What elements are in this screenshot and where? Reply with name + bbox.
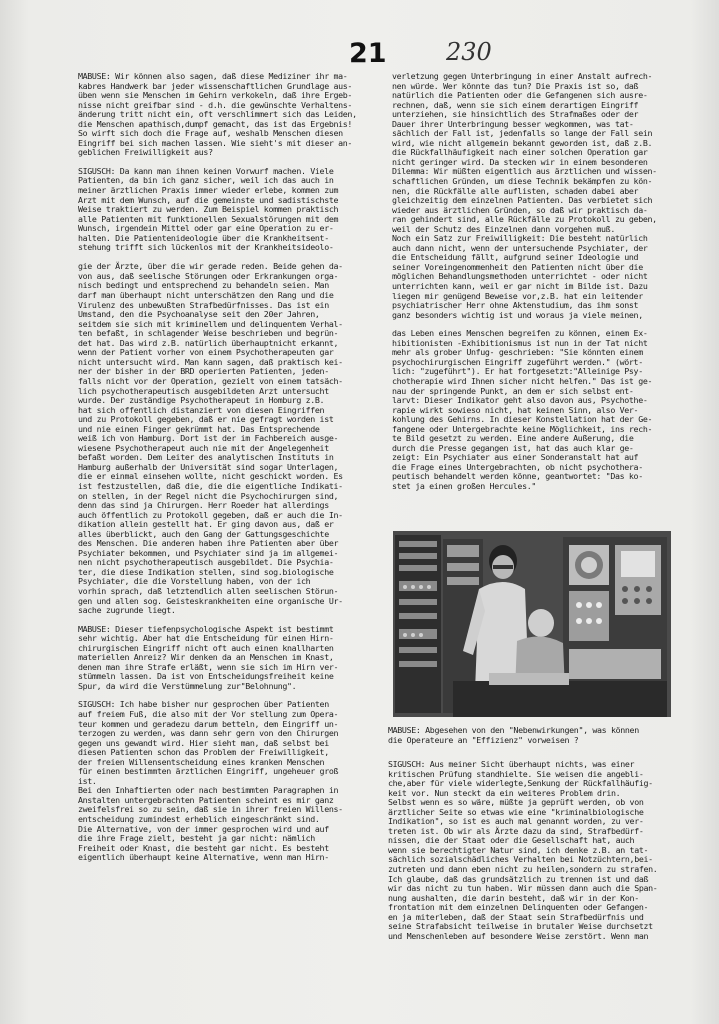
- right-column-bottom: [388, 760, 680, 950]
- right-column-top: [392, 72, 678, 501]
- paragraph-mabuse-1: MABUSE: Wir können also sagen, daß diese Mediziner ihr ma- kabres Handwerk bar jeder wissenschaftlichen Grundlage aus- üben wenn sie Menschen im Gehirn verkokeln, daß ihre Ergeb- nisse nicht greifbar sind - d.h. die gewünschte Verhaltens- änderung tritt nicht ein, oft verschlimmert sich das Leiden, die Menschen apathisch,dumpf gemacht, das ist das Ergebnis! So wirft sich doch die Frage auf, weshalb Menschen diesen Eingriff bei sich machen lassen. Wie sieht's mit dieser an- geblichen Freiwilligkeit aus?: [78, 71, 357, 158]
- left-column: [78, 72, 360, 872]
- paragraph-sigusch-1: SIGUSCH: Da kann man ihnen keinen Vorwurf machen. Viele Patienten, da bin ich ganz sicher, weil ich das auch in meiner ärztlichen Praxis immer wieder erlebe, kommen zum Arzt mit dem Wunsch, auf die gemeinste und sadistischste Weise traktiert zu werden. Zum Beispiel kommen praktisch alle Patienten mit funktionellen Sexualstörungen mit dem Wunsch, irgendein Mittel oder gar eine Operation zu er- halten. Die Patientenideologie über die Krankheitsent- stehung trifft sich lückenlos mit der Krankheitsideolo- gie der Ärzte, über die wir gerade reden. Beide gehen da- von aus, daß seelische Störungen oder Erkrankungen orga- nisch bedingt und entsprechend zu behandeln seien. Man darf man überhaupt nicht unterschätzen den Rang und die Virulenz des unbewußten Strafbedürfnisses. Das ist ein Umstand, den die Psychoanalyse seit den 20er Jahren, seitdem sie sich mit kriminellem und delinquentem Verhal- ten befaßt, in schlagender Weise beschrieben und begrün- det hat. Das wird z.B. natürlich überhauptnicht erkannt, wenn der Patient vorher von einem Psychotherapeuten gar nicht untersucht wird. Man kann sagen, daß praktisch kei- ner der bisher in der BRD operierten Patienten, jeden- falls nicht vor der Operation, gezielt von einem tatsäch- lich psychotherapeutisch ausgebildeten Arzt untersucht wurde. Der zuständige Psychotherapeut in Homburg z.B. hat sich offentlich distanziert von diesen Eingriffen und zu Protokoll gegeben, daß er nie gefragt worden ist und nie einen Finger gekrümmt hat. Das Entsprechende weiß ich von Hamburg. Dort ist der im Fachbereich ausge- wiesene Psychotherapeut auch nie mit der Angelegenheit befaßt worden. Dem Leiter des analytischen Instituts in Hamburg außerhalb der Universität sind sogar Unterlagen, die er einmal einsehen wollte, nicht geschickt worden. Es ist festzustellen, daß die, die die eigentliche Indikati- on stellen, in der Regel nicht die Psychochirurgen sind, denn das sind ja Chirurgen. Herr Roeder hat allerdings auch öffentlich zu Protokoll gegeben, daß er auch die In- dikation allein gestellt hat. Er ging davon aus, daß er alles überblickt, auch den Gang der Gattungsgeschichte des Menschen. Die anderen haben ihre Patienten aber über Psychiater bekommen, und Psychiater sind ja im allgemei- nen nicht psychotherapeutisch ausgebildet. Die Psychia- ter, die diese Indikation stellen, sind sog.biologische Psychiater, die die Vorstellung haben, von der ich vorhin sprach, daß letztendlich allen seelischen Störun- gen und allen sog. Geisteskrankheiten eine organische Ur- sache zugrunde liegt.: [78, 165, 343, 616]
- page-number: 21: [349, 38, 387, 69]
- photo-illustration: [393, 531, 671, 717]
- paragraph-exhibitionist: das Leben eines Menschen begreifen zu können, einem Ex- hibitionisten -Exhibitionismus ist nun in der Tat nicht mehr als grober Unfug- geschrieben: "Sie könnten einem psychochirurgischen Eingriff zugeführt werden." (wört- lich: "zugeführt"). Er hat fortgesetzt:"Alleinige Psy- chotherapie wird Ihnen sicher nicht helfen." Das ist ge- nau der springende Punkt, an dem er sich selbst ent- larvt: Dieser Indikator geht also davon aus, Psychothe- rapie wirkt sowieso nicht, hat keinen Sinn, also Ver- kohlung des Gehirns. In dieser Konstellation hat der Ge- fangene oder Untergebrachte keine Möglichkeit, ins rech- te Bild gesetzt zu werden. Eine andere Außerung, die durch die Presse gegangen ist, hat das auch klar ge- zeigt: Ein Psychiater aus einer Sonderanstalt hat auf die Frage eines Untergebrachten, ob nicht psychothera- peutisch behandelt werden könne, geantwortet: "Das ko- stet ja einen großen Hercules.": [392, 328, 653, 491]
- paragraph-continuation: verletzung gegen Unterbringung in einer Anstalt aufrech- nen würde. Wer könnte das tun? Die Praxis ist so, daß natürlich die Patienten oder die Gefangenen sich ausre- rechnen, daß, wenn sie sich einem derartigen Eingriff unterziehen, sie hinsichtlich des Strafmaßes oder der Dauer ihrer Unterbringung besser wegkommen, was tat- sächlich der Fall ist, jedenfalls so lange der Fall sein wird, wie nicht allgemein bekannt geworden ist, daß z.B. die Rückfallhäufigkeit nach einer solchen Operation gar nicht geringer wird. Da stecken wir in einem besonderen Dilemma: Wir müßten eigentlich aus ärztlichen und wissen- schaftlichen Gründen, um diese Technik bekämpfen zu kön- nen, die Rückfälle alle auflisten, schaden dabei aber gleichzeitig dem einzelnen Patienten. Das verbietet sich wieder aus ärztlichen Gründen, so daß wir praktisch da- ran gehindert sind, alle Rückfälle zu Protokoll zu geben, weil der Schutz des Einzelnen dann vorgehen muß. Noch ein Satz zur Freiwilligkeit: Die besteht natürlich auch dann nicht, wenn der untersuchende Psychiater, der die Entscheidung fällt, aufgrund seiner Ideologie und seiner Voreingenommenheit den Patienten nicht über die möglichen Behandlungsmethoden unterrichtet - oder nicht unterrichten kann, weil er gar nicht im Bilde ist. Dazu liegen mir genügend Beweise vor,z.B. hat ein leitender psychiatrischer Herr ohne Aktenstudium, das ihm sonst ganz besonders wichtig ist und woraus ja viele meinen,: [392, 71, 657, 320]
- paragraph-sigusch-3: SIGUSCH: Aus meiner Sicht überhaupt nichts, was einer kritischen Prüfung standhielte. Sie weisen die angebli- che,aber für viele widerlegte,Senkung der Rückfallhäufig- keit vor. Nun steckt da ein weiteres Problem drin. Selbst wenn es so wäre, müßte ja geprüft werden, ob von ärztlicher Seite so etwas wie eine "kriminalbiologische Indikation", so ist es auch mal genannt worden, zu ver- treten ist. Ob wir als Ärzte dazu da sind, Strafbedürf- nissen, die der Staat oder die Gesellschaft hat, auch wenn sie berechtigter Natur sind, ich denke z.B. an tat- sächlich sozialschädliches Verhalten bei Notzüchtern,bei- zutreten und dann eben nicht zu heilen,sondern zu strafen. Ich glaube, daß das grundsätzlich zu trennen ist und daß wir das nicht zu tun haben. Wir müssen dann auch die Span- nung aushalten, die darin besteht, daß wir in der Kon- frontation mit dem einzelnen Delinquenten oder Gefangen- en ja miterleben, daß der Staat sein Strafbedürfnis und seine Strafabsicht teilweise in brutaler Weise durchsetzt und Menschenleben auf besondere Weise zerstört. Wenn man: [388, 759, 658, 941]
- photo-caption: MABUSE: Abgesehen von den "Nebenwirkungen", was können die Operateure an "Effizienz" vorweisen ?: [388, 725, 639, 745]
- paragraph-sigusch-2: SIGUSCH: Ich habe bisher nur gesprochen über Patienten auf freiem Fuß, die also mit der Vor stellung zum Operа- teur kommen und geradezu darum betteln, dem Eingriff un- terzogen zu werden, was dann sehr gern von den Chirurgen gegen uns gewandt wird. Hier sieht man, daß selbst bei diesen Patienten schon das Problem der Freiwilligkeit, der freien Willensentscheidung eines kranken Menschen für einen bestimmten ärztlichen Eingriff, ungeheuer groß ist. Bei den Inhaftierten oder nach bestimmten Paragraphen in Anstalten untergebrachten Patienten scheint es mir ganz zweifelsfrei so zu sein, daß sie in ihrer freien Willens- entscheidung zumindest erheblich eingeschränkt sind. Die Alternative, von der immer gesprochen wird und auf die ihre Frage zielt, besteht ja gar nicht: nämlich Freiheit oder Knast, die besteht gar nicht. Es besteht eigentlich überhaupt keine Alternative, wenn man Hirn-: [78, 699, 343, 863]
- photograph-lab-equipment: [393, 531, 671, 717]
- paragraph-mabuse-2: MABUSE: Dieser tiefenpsychologische Aspekt ist bestimmt sehr wichtig. Aber hat die Entscheidung für einen Hirn- chirurgischen Eingriff nicht oft auch einen knallharten materiellen Anreiz? Wir denken da an Menschen im Knast, denen man ihre Strafe erläßt, wenn sie sich im Hirn ver- stümmeln lassen. Da ist von Entscheidungsfreiheit keine Spur, da wird die Verstümmelung zur"Belohnung".: [78, 623, 339, 691]
- handwritten-page-number: 230: [446, 38, 492, 66]
